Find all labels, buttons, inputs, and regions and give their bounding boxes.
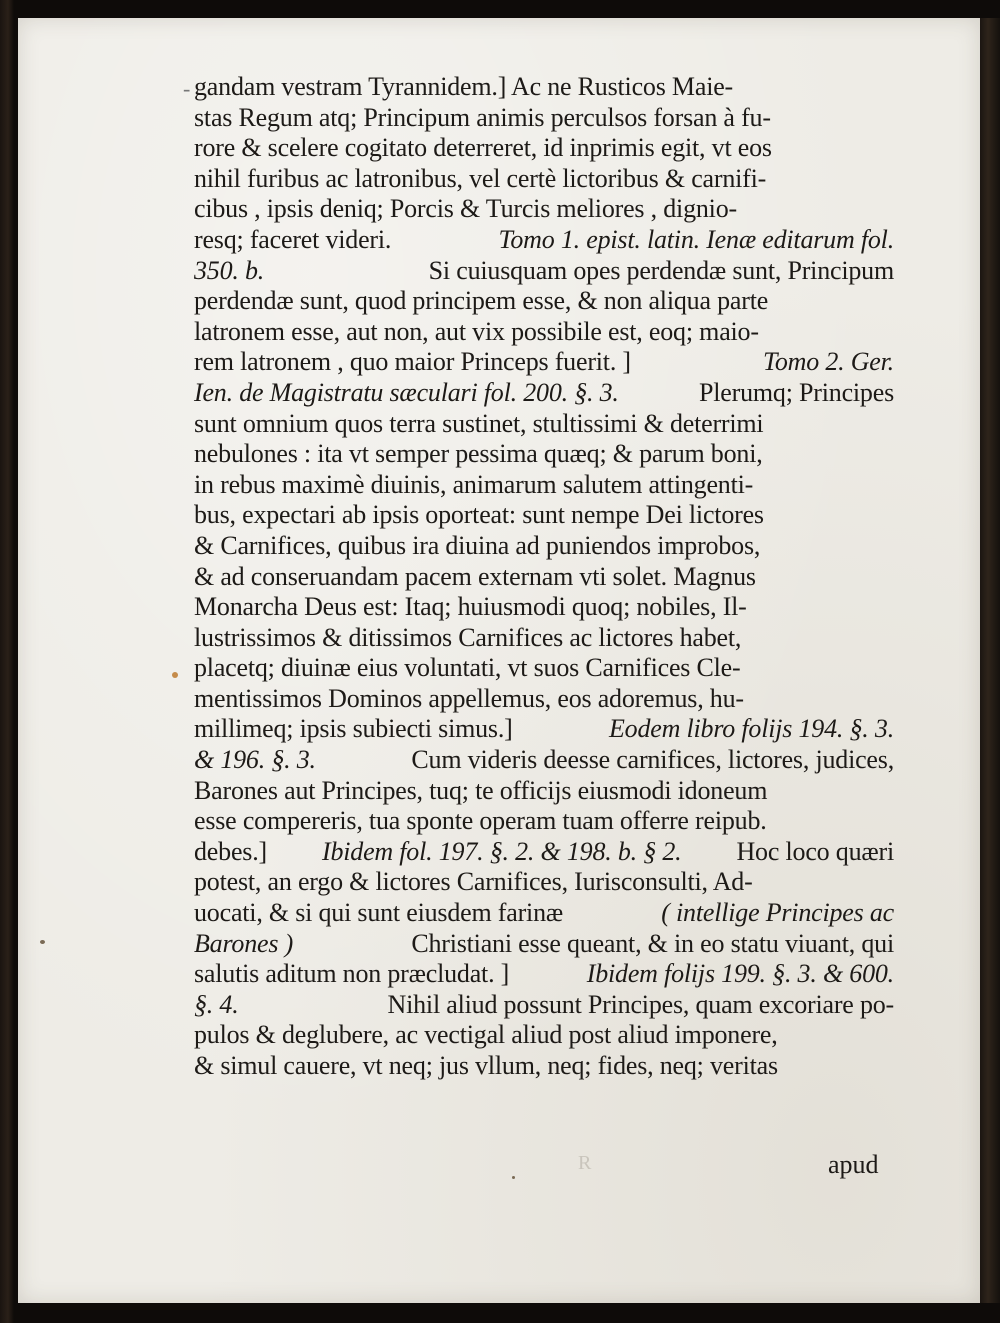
line-text: lustrissimos & ditissimos Carnifices ac lictores habet, [194,622,742,652]
text-line [194,286,894,317]
text-line [194,409,894,440]
text-line [194,745,894,776]
line-text: in rebus maximè diuinis, animarum salutem attingenti- [194,469,754,499]
text-line [194,194,894,225]
text-line [194,562,894,593]
text-line [194,623,894,654]
text-line [194,439,894,470]
line-text: Hoc loco quæri [736,836,894,866]
line-text: debes.] [194,836,267,866]
line-text: millimeq; ipsis subiecti simus.] [194,714,513,744]
text-line [194,256,894,287]
line-text: nebulones : ita vt semper pessima quæq; & parum boni, [194,439,763,469]
catchword: apud [828,1150,879,1179]
text-line [194,837,894,868]
text-line [194,684,894,715]
stain-mark [512,1176,515,1179]
line-text: Barones aut Principes, tuq; te officijs eiusmodi idoneum [194,775,768,805]
line-text: cibus , ipsis deniq; Porcis & Turcis meliores , dignio- [194,194,737,224]
line-text: salutis aditum non præcludat. ] [194,959,510,989]
text-line [194,1051,894,1082]
line-text: Plerumq; Principes [699,377,894,407]
signature-mark: R [578,1152,592,1174]
line-text: pulos & deglubere, ac vectigal aliud post aliud imponere, [194,1020,778,1050]
line-text: Cum videris deesse carnifices, lictores, judices, [411,745,894,775]
line-text: esse compereris, tua sponte operam tuam offerre reipub. [194,806,767,836]
text-line [194,959,894,990]
line-text: bus, expectari ab ipsis oporteat: sunt nempe Dei lictores [194,500,764,530]
text-line [194,347,894,378]
margin-dash: - [183,76,191,101]
line-text: Nihil aliud possunt Principes, quam excoriare po- [387,989,894,1019]
line-text: rore & scelere cogitato deterreret, id inprimis egit, vt eos [194,133,772,163]
text-line [194,1020,894,1051]
line-text: stas Regum atq; Principum animis perculsos forsan à fu- [194,102,771,132]
text-line [194,806,894,837]
citation-text: Tomo 2. Ger. [762,347,894,377]
body-text [194,72,894,1082]
line-text: Si cuiusquam opes perdendæ sunt, Principum [428,255,894,285]
line-text: uocati, & si qui sunt eiusdem farinæ [194,898,564,928]
text-line [194,72,894,103]
citation-text: ( intellige Principes ac [661,898,894,928]
line-text: & simul cauere, vt neq; jus vllum, neq; fides, neq; veritas [194,1051,778,1080]
text-line [194,133,894,164]
line-text: gandam vestram Tyrannidem.] Ac ne Rusticos Maie- [194,72,734,101]
citation-text: Ibidem folijs 199. §. 3. & 600. [586,959,894,989]
line-text: & ad conseruandam pacem externam vti solet. Magnus [194,561,756,591]
line-text: & Carnifices, quibus ira diuina ad puniendos improbos, [194,530,761,560]
text-line [194,103,894,134]
line-text: mentissimos Dominos appellemus, eos adoremus, hu- [194,683,744,713]
text-line [194,225,894,256]
text-line [194,653,894,684]
citation-text: Tomo 1. epist. latin. Ienæ editarum fol. [498,224,894,254]
line-text: sunt omnium quos terra sustinet, stultissimi & deterrimi [194,408,764,438]
line-text: rem latronem , quo maior Princeps fuerit. ] [194,347,631,377]
text-line [194,714,894,745]
line-text: Christiani esse queant, & in eo statu viuant, qui [411,928,894,958]
text-line [194,929,894,960]
text-line [194,776,894,807]
text-line [194,500,894,531]
line-text: potest, an ergo & lictores Carnifices, Iurisconsulti, Ad- [194,867,753,897]
line-text: perdendæ sunt, quod principem esse, & non aliqua parte [194,286,769,316]
line-text: placetq; diuinæ eius voluntati, vt suos Carnifices Cle- [194,653,741,683]
line-text: resq; faceret videri. [194,224,392,254]
text-line [194,898,894,929]
text-line [194,990,894,1021]
text-line [194,317,894,348]
stain-mark [40,940,45,944]
citation-text: 350. b. [194,255,265,285]
citation-text: §. 4. [194,989,239,1019]
text-line [194,867,894,898]
stain-mark [172,672,178,678]
line-text: nihil furibus ac latronibus, vel certè lictoribus & carnifi- [194,163,767,193]
line-text: Monarcha Deus est: Itaq; huiusmodi quoq; nobiles, Il- [194,592,747,622]
citation-text: Barones ) [194,928,294,958]
line-text: latronem esse, aut non, aut vix possibile est, eoq; maio- [194,316,759,346]
citation-text: & 196. §. 3. [194,745,316,775]
text-line [194,164,894,195]
text-line [194,531,894,562]
text-line [194,592,894,623]
citation-text: Ibidem fol. 197. §. 2. & 198. b. § 2. [321,836,682,866]
text-line [194,378,894,409]
book-edge [980,18,1000,1303]
citation-text: Eodem libro folijs 194. §. 3. [608,714,894,744]
citation-text: Ien. de Magistratu sæculari fol. 200. §. 3. [194,377,619,407]
text-line [194,470,894,501]
